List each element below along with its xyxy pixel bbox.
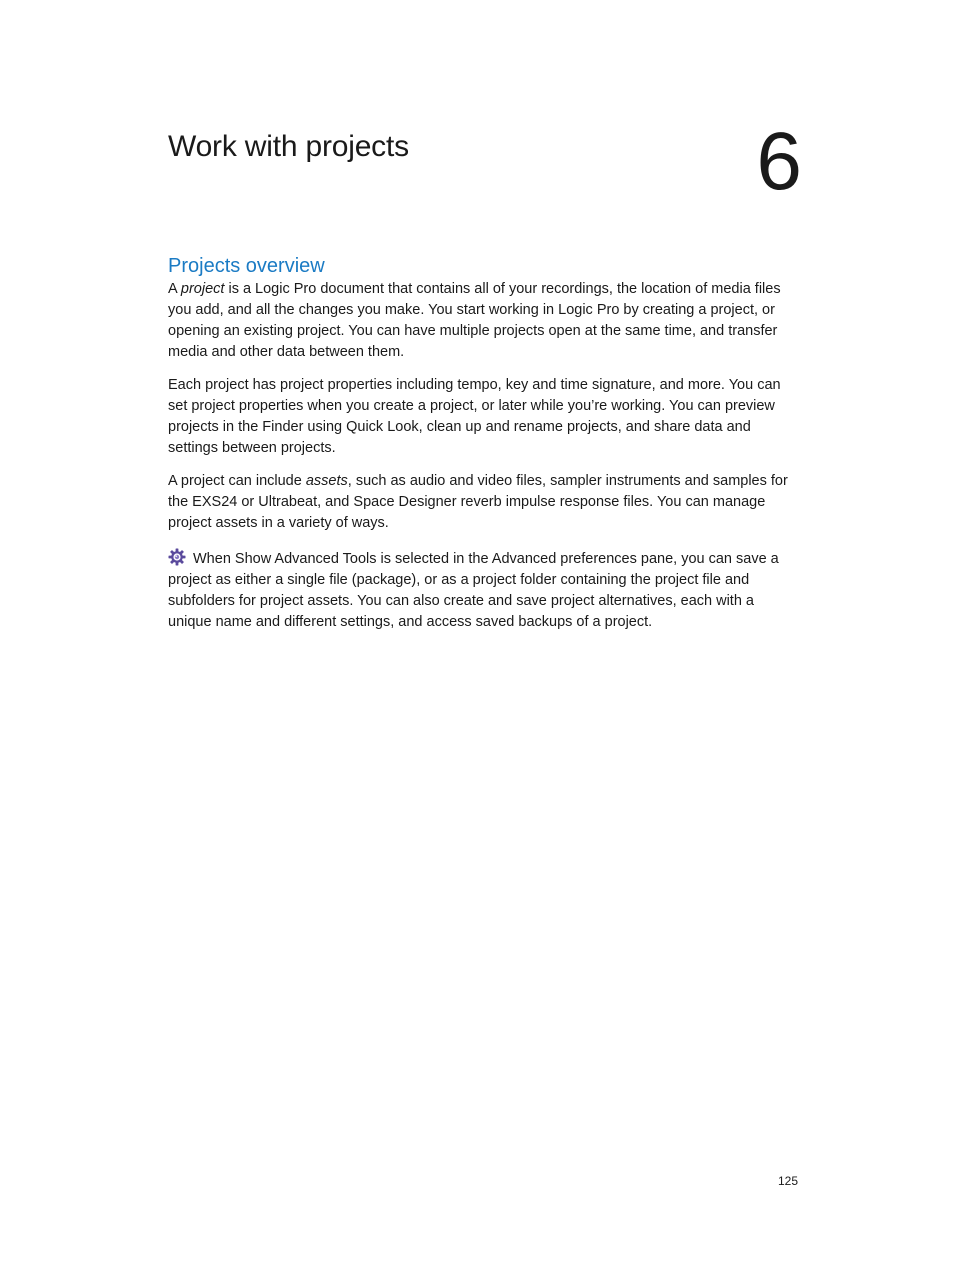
paragraph-project-definition [168,279,798,363]
text-span: , such as audio and video files, sampler instruments and samples for the EXS24 or Ultrabeat, and Space Designer reverb impulse response files. You can manage project assets in a variety of ways. [168,473,788,531]
paragraph-advanced-tools [168,548,798,633]
text-span: When Show Advanced Tools is selected in the Advanced preferences pane, you can save a project as either a single file (package), or as a project folder containing the project file and subfolders for project assets. You can also create and save project alternatives, each with a unique name and different settings, and access saved backups of a project. [168,551,779,630]
term-assets: assets [305,473,348,489]
paragraph-project-properties: Each project has project properties including tempo, key and time signature, and more. You can set project properties when you create a project, or later while you’re working. You can preview projects in the Finder using Quick Look, clean up and rename projects, and share data and settings between projects. [168,377,781,456]
term-project: project [180,281,225,297]
text-span: A project can include [168,473,306,489]
page-number: 125 [777,1174,798,1188]
chapter-number: 6 [756,116,802,207]
body-text [168,279,798,645]
section-heading: Projects overview [168,255,325,277]
text-span: A [168,281,181,297]
advanced-tools-gear-icon [168,548,186,566]
chapter-title: Work with projects [168,130,409,163]
paragraph-assets [168,471,798,534]
text-span: is a Logic Pro document that contains all of your recordings, the location of media files you add, and all the changes you make. You start working in Logic Pro by creating a project, or opening an existing project. You can have multiple projects open at the same time, and transfer media and other data between them. [168,281,781,360]
